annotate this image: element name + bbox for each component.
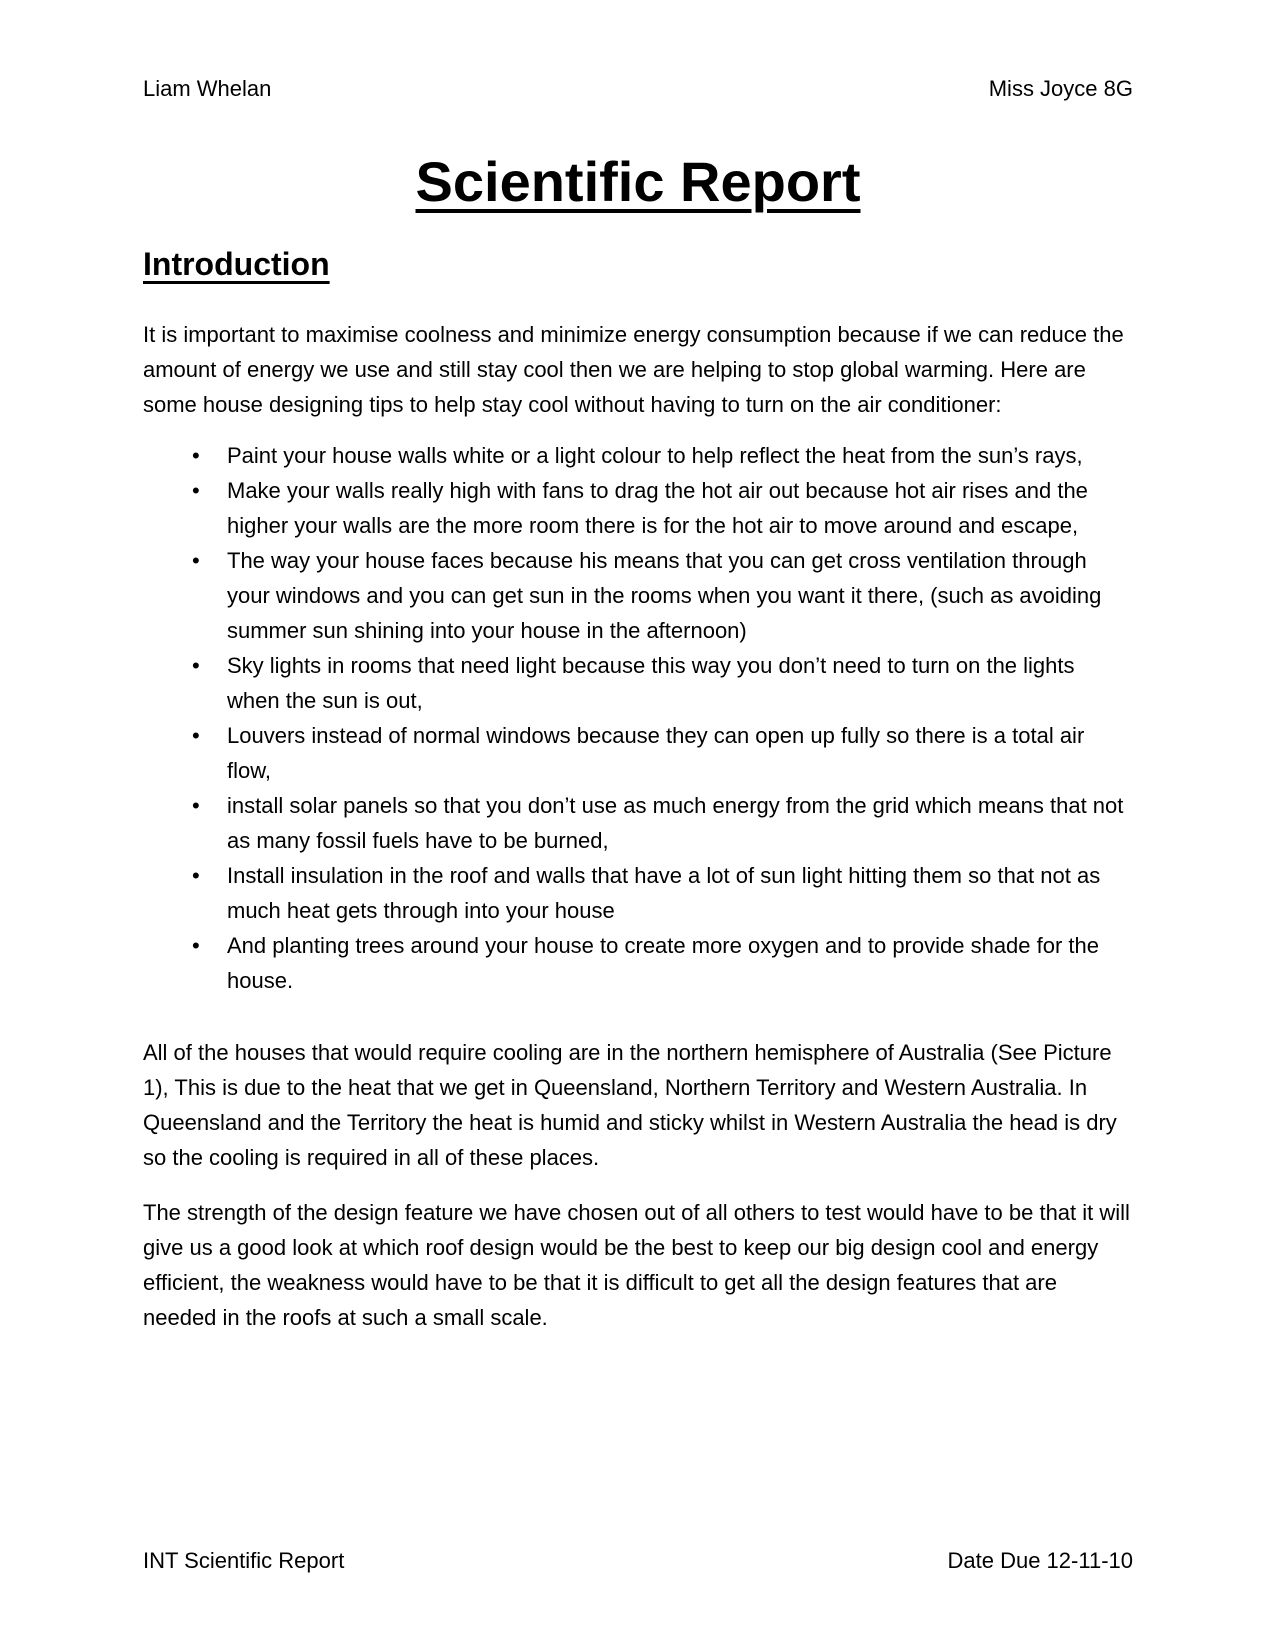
document-body <box>143 148 1133 1335</box>
list-item-paint-walls: • Paint your house walls white or a light colour to help reflect the heat from the sun’s rays, <box>143 438 1133 473</box>
document-title: Scientific Report <box>415 150 861 213</box>
list-item-sky-lights: • Sky lights in rooms that need light because this way you don’t need to turn on the lights when the sun is out, <box>143 648 1133 718</box>
header-teacher-class: Miss Joyce 8G <box>988 76 1133 101</box>
footer-document-name: INT Scientific Report <box>143 1548 345 1573</box>
design-tips-list <box>143 438 1133 998</box>
list-item-louvers: • Louvers instead of normal windows because they can open up fully so there is a total air flow, <box>143 718 1133 788</box>
page-header <box>143 76 1133 102</box>
footer-due-date: Date Due 12-11-10 <box>947 1548 1133 1573</box>
list-item-planting-trees: • And planting trees around your house to create more oxygen and to provide shade for the house. <box>143 928 1133 998</box>
list-item-insulation: • Install insulation in the roof and walls that have a lot of sun light hitting them so that not as much heat gets through into your house <box>143 858 1133 928</box>
page-footer <box>143 1548 1133 1574</box>
header-author-name: Liam Whelan <box>143 76 272 101</box>
intro-paragraph-3: The strength of the design feature we have chosen out of all others to test would have to be that it will give us a good look at which roof design would be the best to keep our big design cool and energy efficient, the weakness would have to be that it is difficult to get all the design features that are needed in the roofs at such a small scale. <box>143 1200 1130 1330</box>
list-item-high-walls: • Make your walls really high with fans to drag the hot air out because hot air rises and the higher your walls are the more room there is for the hot air to move around and escape, <box>143 473 1133 543</box>
list-item-solar-panels: • install solar panels so that you don’t use as much energy from the grid which means that not as many fossil fuels have to be burned, <box>143 788 1133 858</box>
list-item-house-facing: • The way your house faces because his means that you can get cross ventilation through your windows and you can get sun in the rooms when you want it there, (such as avoiding summer sun shining into your house in the afternoon) <box>143 543 1133 648</box>
intro-paragraph-1: It is important to maximise coolness and minimize energy consumption because if we can reduce the amount of energy we use and still stay cool then we are helping to stop global warming. Here are some house designing tips to help stay cool without having to turn on the air conditioner: <box>143 322 1124 417</box>
section-heading-introduction: Introduction <box>143 246 330 282</box>
intro-paragraph-2: All of the houses that would require cooling are in the northern hemisphere of Australia (See Picture 1), This is due to the heat that we get in Queensland, Northern Territory and Western Australia. In Queensland and the Territory the heat is humid and sticky whilst in Western Australia the head is dry so the cooling is required in all of these places. <box>143 1040 1117 1170</box>
